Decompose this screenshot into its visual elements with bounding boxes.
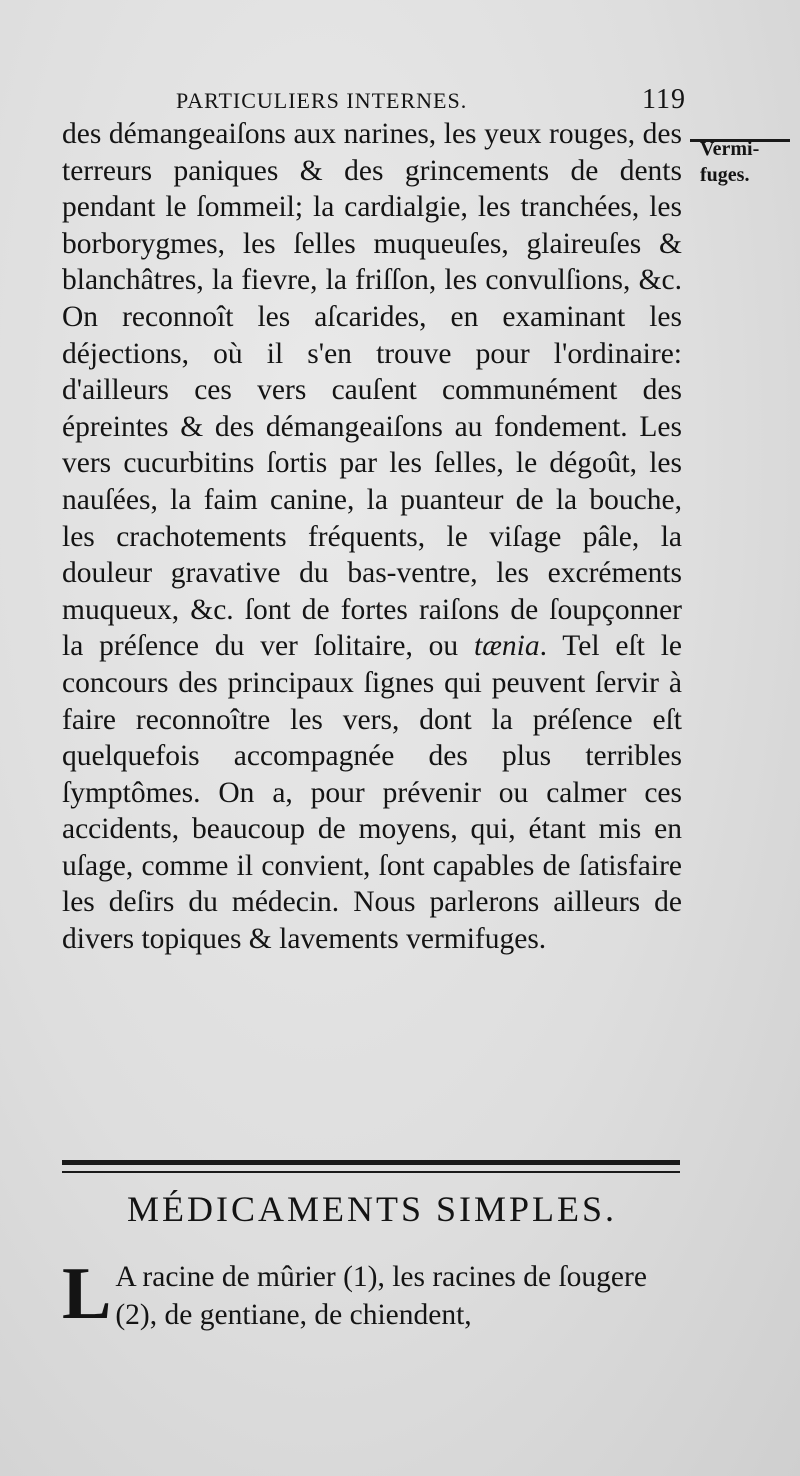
- drop-cap: L: [62, 1253, 112, 1335]
- body-paragraph: [62, 116, 682, 958]
- section-title: MÉDICAMENTS SIMPLES.: [126, 1189, 618, 1229]
- body-text-part-1: des démangeaiſons aux narines, les yeux rouges, des terreurs paniques & des grincements de dents pendant le ſommeil; la cardialgie, les tranchées, les borborygmes, les ſelles muqueuſes, glaireuſes & blanchâtres, la fievre, la friſſon, les convulſions, &c. On reconnoît les aſcarides, en examinant les déjections, où il s'en trouve pour l'ordinaire: d'ailleurs ces vers cauſent communément des épreintes & des démangeaiſons au fondement. Les vers cucurbitins ſortis par les ſelles, le dégoût, les nauſées, la faim canine, la puanteur de la bouche, les crachotements fréquents, le viſage pâle, la douleur gravative du bas-ventre, les excréments muqueux, &c. ſont de fortes raiſons de ſoupçonner la préſence du ver ſolitaire, ou: [62, 118, 682, 663]
- section-rule-thick: [62, 1160, 680, 1165]
- running-head-title: PARTICULIERS INTERNES.: [176, 88, 468, 113]
- body-text-italic: tænia: [474, 630, 540, 663]
- page-number: 119: [642, 84, 686, 115]
- margin-note: [700, 136, 796, 188]
- section-first-paragraph: [62, 1253, 682, 1335]
- margin-note-line-1: Vermi-: [700, 138, 760, 160]
- section-first-paragraph-text: A racine de mûrier (1), les racines de ſougere (2), de gentiane, de chiendent,: [115, 1261, 647, 1331]
- body-text-part-2: . Tel eſt le concours des principaux ſignes qui peuvent ſervir à faire reconnoître les vers, dont la préſence eſt quelquefois accompagnée des plus terribles ſymptômes. On a, pour prévenir ou calmer ces accidents, beaucoup de moyens, qui, étant mis en uſage, comme il convient, ſont capables de ſatisfaire les deſirs du médecin. Nous parlerons ailleurs de divers topiques & lavements vermifuges.: [62, 630, 683, 956]
- margin-note-line-2: fuges.: [700, 164, 750, 186]
- running-head: [176, 84, 696, 115]
- section-rule-thin: [62, 1171, 680, 1173]
